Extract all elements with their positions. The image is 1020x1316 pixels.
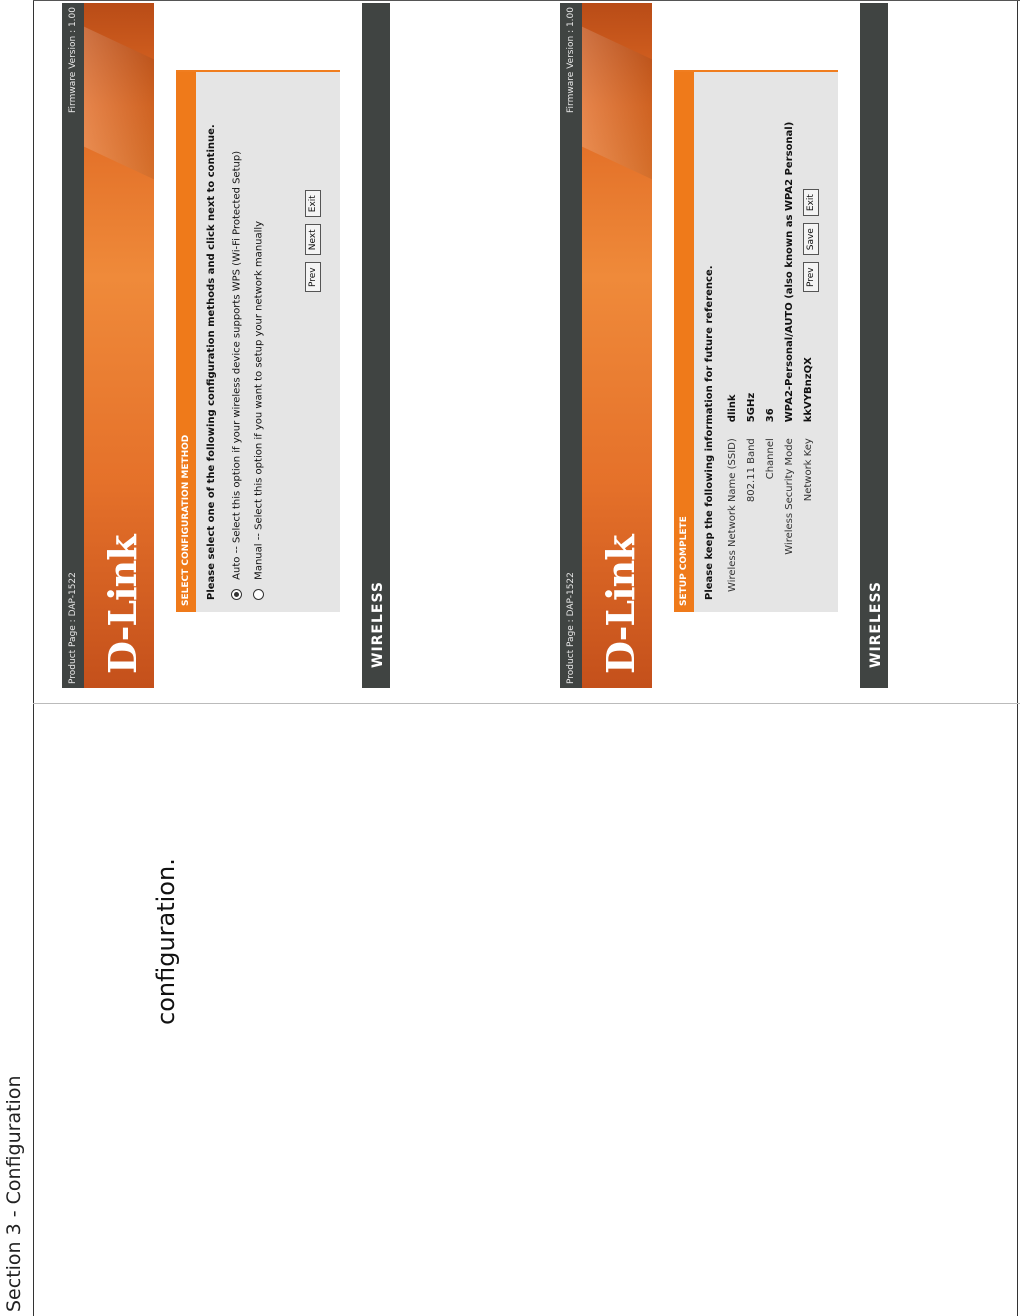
page-right-rule (1017, 0, 1018, 1316)
network-key-value: kkVYBnzQX (803, 357, 814, 423)
option-auto[interactable] (231, 80, 243, 600)
screenshot-setup-complete (560, 3, 888, 688)
panel-title: SETUP COMPLETE (679, 516, 689, 606)
security-mode-key: Wireless Security Mode (784, 438, 795, 555)
option-manual-label: Manual -- Select this option if you want to setup your network manually (253, 220, 264, 580)
dlink-logo: D-Link (100, 535, 145, 674)
prev-button[interactable]: Prev (803, 262, 819, 292)
page-left-rule (33, 0, 34, 1316)
band-value: 5GHz (746, 392, 757, 423)
button-row (300, 188, 321, 292)
top-bar (560, 3, 582, 688)
table-row (742, 114, 761, 600)
firmware-label: Firmware Version : 1.00 (566, 7, 576, 113)
instruction-text: Please keep the following information for future reference. (704, 265, 715, 600)
instruction-text: Please select one of the following configuration methods and click next to continue. (206, 124, 217, 600)
ssid-value: dlink (727, 394, 738, 423)
radio-manual[interactable] (253, 589, 264, 600)
channel-key: Channel (765, 438, 776, 480)
section-title: Section 3 - Configuration (3, 1075, 25, 1312)
exit-button[interactable]: Exit (305, 190, 321, 217)
footer-bar (362, 3, 390, 688)
product-page-label: Product Page : DAP-1522 (566, 572, 576, 684)
security-mode-value: WPA2-Personal/AUTO (also known as WPA2 Personal) (784, 121, 795, 423)
header-banner (582, 3, 652, 688)
banner-stripe (84, 27, 154, 180)
body-text: configuration. (152, 858, 180, 1025)
page-divider (33, 703, 1020, 704)
footer-bar (860, 3, 888, 688)
config-method-panel (176, 70, 340, 612)
radio-auto[interactable] (231, 589, 242, 600)
wireless-label: WIRELESS (868, 580, 884, 668)
page-top-rule (33, 0, 1020, 1)
wireless-label: WIRELESS (370, 580, 386, 668)
panel-header (176, 72, 196, 612)
table-row (723, 114, 742, 600)
screenshot-config-method (62, 3, 390, 688)
option-auto-label: Auto -- Select this option if your wireless device supports WPS (Wi-Fi Protected Setup) (231, 150, 243, 580)
table-row (761, 114, 780, 600)
panel-body (704, 80, 818, 600)
banner-stripe (582, 27, 652, 180)
setup-complete-panel (674, 70, 838, 612)
network-key-key: Network Key (803, 438, 814, 502)
ssid-key: Wireless Network Name (SSID) (727, 438, 738, 592)
panel-title: SELECT CONFIGURATION METHOD (181, 434, 191, 606)
channel-value: 36 (765, 408, 776, 423)
top-bar (62, 3, 84, 688)
exit-button[interactable]: Exit (803, 189, 819, 216)
firmware-label: Firmware Version : 1.00 (68, 7, 78, 113)
prev-button[interactable]: Prev (305, 262, 321, 292)
save-button[interactable]: Save (803, 223, 819, 255)
header-banner (84, 3, 154, 688)
band-key: 802.11 Band (746, 438, 757, 503)
panel-body (206, 80, 274, 600)
dlink-logo: D-Link (598, 535, 643, 674)
button-row (798, 187, 819, 292)
table-row (780, 114, 799, 600)
next-button[interactable]: Next (305, 224, 321, 255)
panel-header (674, 72, 694, 612)
product-page-label: Product Page : DAP-1522 (68, 572, 78, 684)
option-manual[interactable] (253, 80, 265, 600)
